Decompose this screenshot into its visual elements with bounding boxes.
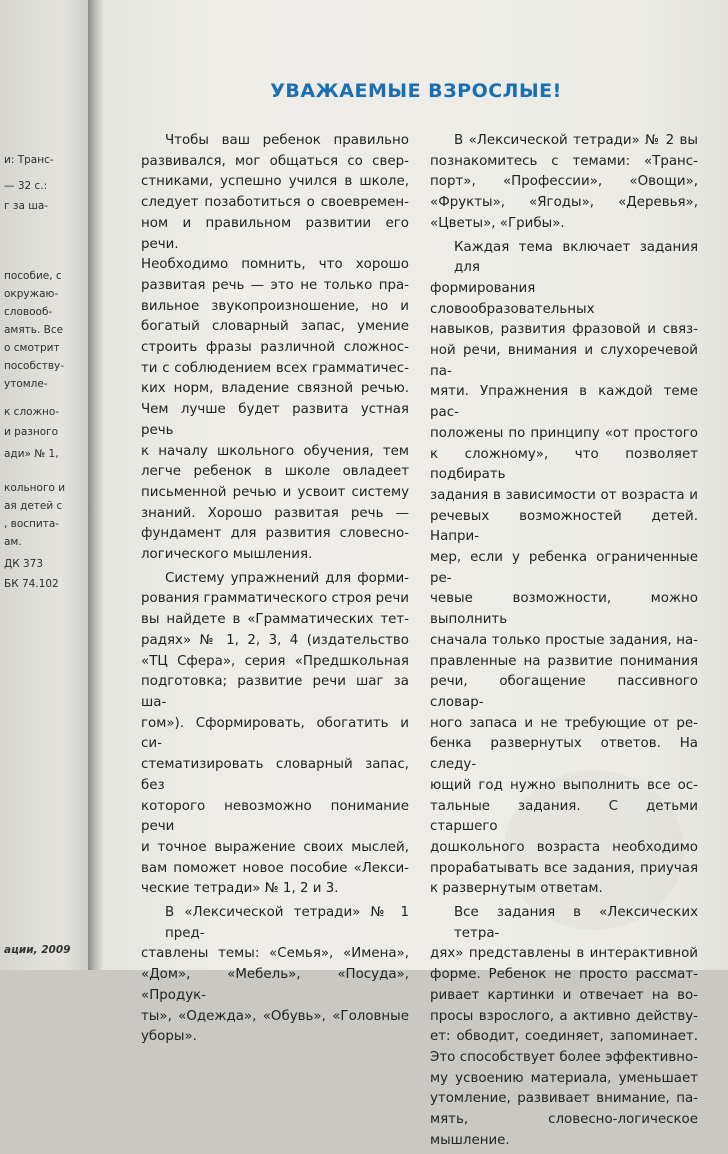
text-line: ном и правильном развитии его речи.	[141, 215, 409, 252]
text-line: ставлены темы: «Семья», «Имена»,	[141, 946, 409, 962]
book-gutter	[88, 0, 104, 970]
text-line: познакомитесь с темами: «Транс-	[430, 153, 698, 169]
text-line: строить фразы различной сложнос-	[141, 340, 409, 356]
left-page-text-line: ая детей с	[4, 500, 63, 512]
text-line: тальные задания. С детьми старшего	[430, 798, 698, 835]
text-line: гом»). Сформировать, обогатить и си-	[141, 715, 409, 752]
text-line: сначала только простые задания, на-	[430, 632, 698, 648]
left-page-fragment	[0, 0, 88, 970]
text-line: развивался, мог общаться со свер-	[141, 153, 409, 169]
right-page	[104, 0, 728, 1148]
text-line: мять, словесно-логическое мышление.	[430, 1112, 698, 1148]
text-line: просы взрослого, а активно действу-	[430, 1008, 698, 1024]
text-line: положены по принципу «от простого	[430, 425, 698, 441]
left-text-column	[141, 131, 409, 1051]
left-page-text-line: , воспита-	[4, 518, 60, 530]
left-page-text-line: — 32 с.:	[4, 180, 48, 192]
left-page-text-line: ади» № 1,	[4, 448, 59, 460]
text-line: Каждая тема включает задания для	[454, 239, 698, 276]
text-line: бенка развернутых ответов. На следу-	[430, 736, 698, 773]
text-line: формирования словообразовательных	[430, 280, 595, 317]
text-line: которого невозможно понимание речи	[141, 798, 409, 835]
text-line: радях» № 1, 2, 3, 4 (издательство	[141, 632, 409, 648]
text-line: уборы».	[141, 1029, 197, 1045]
left-page-text-line: БК 74.102	[4, 578, 59, 590]
text-line: Чтобы ваш ребенок правильно	[165, 133, 409, 148]
text-line: В «Лексической тетради» № 1 пред-	[165, 905, 409, 941]
text-line: рования грамматического строя речи	[141, 591, 410, 607]
text-line: к сложному», что позволяет подбирать	[430, 446, 698, 483]
text-line: стниками, успешно учился в школе,	[141, 174, 409, 190]
left-page-text-line: пособству-	[4, 360, 65, 372]
text-line: фундамент для развития словесно-	[141, 526, 409, 542]
paragraph	[430, 238, 698, 901]
text-line: форме. Ребенок не просто рассмат-	[430, 967, 698, 983]
text-line: дошкольного возраста необходимо	[430, 839, 698, 855]
text-line: «Цветы», «Грибы».	[430, 215, 565, 231]
text-line: подготовка; развитие речи шаг за ша-	[141, 674, 409, 710]
text-line: ти с соблюдением всех грамматичес-	[141, 360, 409, 376]
text-line: прорабатывать все задания, приучая	[430, 860, 698, 876]
text-line: ких норм, владение связной речью.	[141, 381, 409, 397]
left-page-text-line: амять. Все	[4, 324, 64, 336]
text-line: стематизировать словарный запас, без	[141, 757, 409, 793]
paragraph	[430, 903, 698, 1151]
text-line: логического мышления.	[141, 547, 313, 563]
text-line: ческие тетради» № 1, 2 и 3.	[141, 881, 339, 897]
text-line: следует позаботиться о своевремен-	[141, 195, 409, 211]
text-line: к началу школьного обучения, тем	[141, 443, 409, 459]
page-title: УВАЖАЕМЫЕ ВЗРОСЛЫЕ!	[270, 80, 562, 102]
left-page-text-line: кольного и	[4, 482, 66, 494]
text-line: речи, обогащение пассивного словар-	[430, 674, 698, 710]
left-page-text-line: ДК 373	[4, 558, 44, 570]
left-page-text-line: г за ша-	[4, 200, 49, 212]
text-line: ной речи, внимания и слухоречевой па-	[430, 343, 698, 379]
text-line: навыков, развития фразовой и связ-	[430, 322, 698, 338]
text-line: Все задания в «Лексических тетра-	[454, 905, 698, 941]
text-line: му усвоению материала, уменьшает	[430, 1070, 698, 1086]
text-line: «Дом», «Мебель», «Посуда», «Продук-	[141, 967, 409, 1003]
text-line: Чем лучше будет развита устная речь	[141, 402, 409, 438]
text-line: ного запаса и не требующие от ре-	[430, 715, 698, 731]
text-line: Это способствует более эффективно-	[430, 1049, 698, 1065]
left-page-text-line: и разного	[4, 426, 59, 438]
text-line: ривает картинки и отвечает на во-	[430, 987, 698, 1003]
text-line: речевых возможностей детей. Напри-	[430, 508, 698, 545]
text-line: Необходимо помнить, что хорошо	[141, 257, 409, 273]
text-line: вильное звукопроизношение, но и	[141, 298, 409, 314]
left-page-text-line: окружаю-	[4, 288, 59, 300]
text-line: правленные на развитие понимания	[430, 653, 698, 669]
text-line: развитая речь — это не только пра-	[141, 277, 409, 293]
text-line: к развернутым ответам.	[430, 881, 603, 897]
text-line: вы найдете в «Грамматических тет-	[141, 612, 409, 628]
text-line: «ТЦ Сфера», серия «Предшкольная	[141, 653, 409, 669]
text-line: чевые возможности, можно выполнить	[430, 591, 698, 628]
text-line: богатый словарный запас, умение	[141, 319, 409, 335]
text-line: В «Лексической тетради» № 2 вы	[454, 133, 698, 148]
text-line: ты», «Одежда», «Обувь», «Головные	[141, 1008, 409, 1024]
left-page-text-line: утомле-	[4, 378, 48, 390]
paragraph	[141, 131, 409, 566]
text-line: ет: обводит, соединяет, запоминает.	[430, 1029, 698, 1045]
left-page-footer: ации, 2009	[4, 944, 71, 956]
text-line: вам поможет новое пособие «Лекси-	[141, 860, 409, 876]
left-page-text-line: ам.	[4, 536, 22, 548]
text-line: знаний. Хорошо развитая речь —	[141, 505, 409, 521]
text-line: дях» представлены в интерактивной	[430, 946, 698, 962]
paragraph	[141, 569, 409, 900]
text-line: легче ребенок в школе овладеет	[141, 464, 409, 480]
left-page-text-line: и: Транс-	[4, 154, 54, 166]
text-line: «Фрукты», «Ягоды», «Деревья»,	[430, 195, 698, 211]
text-line: порт», «Профессии», «Овощи»,	[430, 174, 698, 190]
text-line: мер, если у ребенка ограниченные ре-	[430, 550, 698, 586]
text-line: и точное выражение своих мыслей,	[141, 839, 409, 855]
text-line: утомление, развивает внимание, па-	[430, 1091, 698, 1107]
right-text-column	[430, 131, 698, 1154]
text-line: письменной речью и усвоит систему	[141, 484, 409, 500]
left-page-text-line: пособие, с	[4, 270, 62, 282]
text-line: ющий год нужно выполнить все ос-	[430, 777, 698, 793]
text-line: Систему упражнений для форми-	[165, 570, 409, 586]
paragraph	[430, 131, 698, 235]
text-line: задания в зависимости от возраста и	[430, 487, 698, 503]
left-page-text-line: к сложно-	[4, 406, 60, 418]
left-page-text-line: о смотрит	[4, 342, 60, 354]
paragraph	[141, 903, 409, 1048]
text-line: мяти. Упражнения в каждой теме рас-	[430, 384, 698, 421]
left-page-text-line: словооб-	[4, 306, 53, 318]
